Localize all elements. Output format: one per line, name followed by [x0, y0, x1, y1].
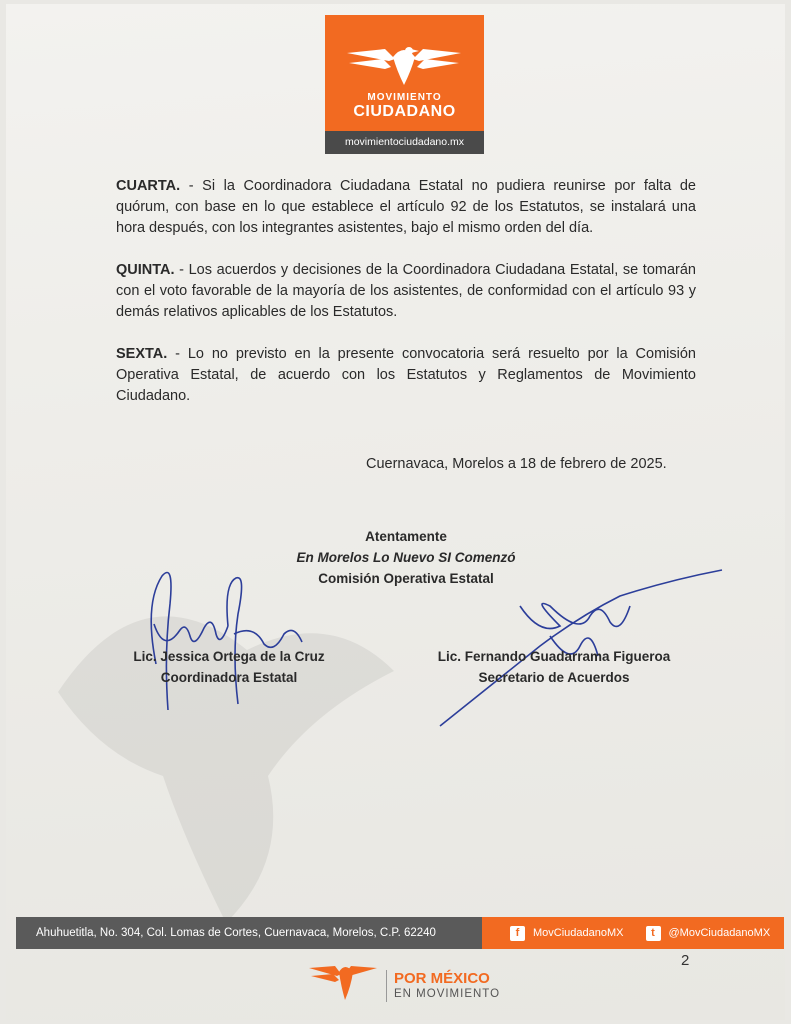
- signer-title: Secretario de Acuerdos: [478, 670, 630, 685]
- closing-body: Comisión Operativa Estatal: [318, 571, 494, 586]
- clause-text: - Lo no previsto en la presente convocatoria será resuelto por la Comisión Operativa Estatal, de acuerdo con los Estatutos y Reglamentos de Movimiento Ciudadano.: [116, 346, 696, 404]
- signer-name: Lic. Jessica Ortega de la Cruz: [133, 649, 325, 664]
- page-number: 2: [681, 952, 690, 969]
- signer-jessica: [102, 646, 356, 688]
- clause-label: SEXTA.: [116, 346, 168, 362]
- clause-text: - Los acuerdos y decisiones de la Coordinadora Ciudadana Estatal, se tomarán con el voto favorable de la mayoría de los asistentes, de conformidad con el artículo 93 y demás relativos aplicables de los Estatutos.: [116, 262, 696, 320]
- clause-label: QUINTA.: [116, 262, 175, 278]
- facebook-handle[interactable]: MovCiudadanoMX: [533, 927, 624, 939]
- closing-motto: En Morelos Lo Nuevo SI Comenzó: [296, 550, 516, 565]
- clause-sexta: [116, 344, 696, 407]
- bottom-brand-line1: POR MÉXICO: [394, 970, 490, 987]
- clause-label: CUARTA.: [116, 178, 181, 194]
- twitter-handle[interactable]: @MovCiudadanoMX: [668, 927, 771, 939]
- place-and-date: Cuernavaca, Morelos a 18 de febrero de 2025.: [366, 456, 667, 472]
- footer-social: [482, 917, 784, 949]
- eagle-logo-icon: [345, 41, 463, 89]
- clause-cuarta: [116, 176, 696, 239]
- logo-text-movimiento: MOVIMIENTO: [367, 92, 442, 103]
- closing-salutation: Atentamente: [365, 529, 447, 544]
- footer-address: Ahuhuetitla, No. 304, Col. Lomas de Cortes, Cuernavaca, Morelos, C.P. 62240: [16, 917, 482, 949]
- document-page: [6, 4, 785, 1020]
- signer-fernando: [412, 646, 696, 688]
- clause-text: - Si la Coordinadora Ciudadana Estatal no pudiera reunirse por falta de quórum, con base en lo que establece el artículo 92 de los Estatutos, se instalará una hora después, con los integrantes asistentes, bajo el mismo orden del día.: [116, 178, 696, 236]
- signer-title: Coordinadora Estatal: [160, 670, 298, 685]
- eagle-bottom-logo-icon: [309, 962, 379, 1002]
- signature-jessica: [134, 564, 314, 714]
- logo-text-ciudadano: CIUDADANO: [353, 103, 456, 120]
- bottom-divider: [386, 970, 387, 1002]
- logo-website-url: movimientociudadano.mx: [325, 131, 484, 154]
- footer-bar: [16, 917, 782, 949]
- signer-name: Lic. Fernando Guadarrama Figueroa: [437, 649, 671, 664]
- facebook-icon[interactable]: f: [510, 926, 525, 941]
- clause-quinta: [116, 260, 696, 323]
- movimiento-ciudadano-logo: [325, 15, 484, 154]
- twitter-icon[interactable]: t: [646, 926, 661, 941]
- bottom-brand-line2: EN MOVIMIENTO: [394, 988, 501, 1000]
